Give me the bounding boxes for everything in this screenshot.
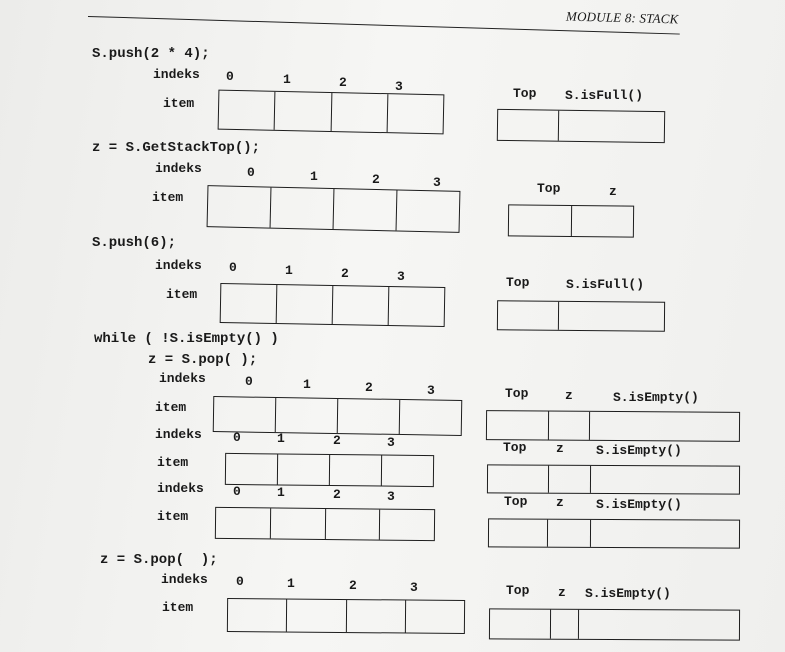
array-cell xyxy=(387,94,443,133)
index-3: 3 xyxy=(397,269,405,284)
module-title: MODULE 8: STACK xyxy=(565,8,679,27)
index-1: 1 xyxy=(287,576,295,591)
indeks-label: indeks xyxy=(157,481,204,496)
isfull-label: S.isFull() xyxy=(565,88,644,103)
index-1: 1 xyxy=(285,263,293,278)
top-cell xyxy=(509,205,572,236)
code-line: z = S.GetStackTop(); xyxy=(92,140,261,156)
z-label: z xyxy=(558,585,566,600)
index-2: 2 xyxy=(349,578,357,593)
top-cell xyxy=(489,519,548,546)
index-2: 2 xyxy=(333,487,341,502)
stack-array xyxy=(207,185,461,233)
index-2: 2 xyxy=(333,433,341,448)
isempty-cell xyxy=(591,520,739,548)
index-3: 3 xyxy=(387,489,395,504)
index-2: 2 xyxy=(341,266,349,281)
item-label: item xyxy=(155,400,187,415)
index-1: 1 xyxy=(303,377,311,392)
index-1: 1 xyxy=(310,169,318,184)
array-cell xyxy=(276,398,339,433)
array-cell xyxy=(228,599,288,632)
z-label: z xyxy=(556,441,564,456)
index-0: 0 xyxy=(226,69,234,84)
array-cell xyxy=(325,509,380,540)
index-0: 0 xyxy=(229,260,237,275)
code-line: while ( !S.isEmpty() ) xyxy=(94,331,279,347)
array-cell xyxy=(277,285,334,324)
top-cell xyxy=(488,465,549,492)
z-label: z xyxy=(609,184,617,199)
isempty-label: S.isEmpty() xyxy=(596,497,682,512)
status-box xyxy=(497,300,665,331)
top-label: Top xyxy=(506,275,530,290)
item-label: item xyxy=(157,455,189,470)
top-label: Top xyxy=(537,181,561,196)
array-cell xyxy=(382,456,433,487)
array-cell xyxy=(219,91,276,130)
stack-array xyxy=(220,283,446,327)
array-cell xyxy=(346,600,406,633)
isempty-cell xyxy=(579,610,739,640)
z-label: z xyxy=(556,495,564,510)
top-label: Top xyxy=(506,583,530,598)
item-label: item xyxy=(162,600,194,615)
index-3: 3 xyxy=(410,580,418,595)
index-3: 3 xyxy=(427,383,435,398)
stack-array xyxy=(215,507,435,541)
item-label: item xyxy=(152,190,184,205)
array-cell xyxy=(221,284,278,323)
index-2: 2 xyxy=(339,75,347,90)
index-1: 1 xyxy=(277,485,285,500)
top-label: Top xyxy=(505,386,529,401)
index-1: 1 xyxy=(277,431,285,446)
array-cell xyxy=(400,400,462,435)
index-2: 2 xyxy=(365,380,373,395)
array-cell xyxy=(275,92,332,131)
array-cell xyxy=(226,454,278,485)
indeks-label: indeks xyxy=(155,161,202,176)
array-cell xyxy=(214,397,277,432)
status-box xyxy=(486,410,740,442)
index-3: 3 xyxy=(433,175,441,190)
index-3: 3 xyxy=(387,435,395,450)
array-cell xyxy=(389,287,445,326)
indeks-label: indeks xyxy=(159,371,206,386)
z-cell xyxy=(548,520,591,547)
array-cell xyxy=(406,601,465,634)
top-label: Top xyxy=(504,494,528,509)
stack-array xyxy=(213,396,463,436)
status-box xyxy=(489,608,740,640)
top-cell xyxy=(498,301,559,330)
array-cell xyxy=(271,188,335,229)
indeks-label: indeks xyxy=(155,427,202,442)
index-1: 1 xyxy=(283,72,291,87)
top-label: Top xyxy=(513,86,537,101)
z-label: z xyxy=(565,388,573,403)
indeks-label: indeks xyxy=(153,67,200,82)
code-line: S.push(2 * 4); xyxy=(92,46,210,62)
top-cell xyxy=(487,411,549,439)
stack-array xyxy=(218,90,445,135)
array-cell xyxy=(334,189,398,230)
code-line: z = S.pop( ); xyxy=(148,352,258,368)
item-label: item xyxy=(166,287,198,302)
index-0: 0 xyxy=(233,484,241,499)
code-line: z = S.pop( ); xyxy=(100,552,218,568)
top-label: Top xyxy=(503,440,527,455)
array-cell xyxy=(330,455,382,486)
isempty-cell xyxy=(590,412,739,441)
top-cell xyxy=(498,110,559,141)
array-cell xyxy=(278,454,330,485)
array-cell xyxy=(397,190,460,231)
indeks-label: indeks xyxy=(161,572,208,587)
array-cell xyxy=(338,399,401,434)
isempty-label: S.isEmpty() xyxy=(596,443,682,458)
isempty-cell xyxy=(591,466,739,494)
z-cell xyxy=(551,610,579,639)
isfull-label: S.isFull() xyxy=(566,277,645,292)
code-line: S.push(6); xyxy=(92,235,177,251)
status-box xyxy=(508,204,634,237)
item-label: item xyxy=(157,509,189,524)
array-cell xyxy=(271,508,326,539)
status-box xyxy=(487,464,740,494)
index-0: 0 xyxy=(245,374,253,389)
stack-array xyxy=(225,453,434,487)
array-cell xyxy=(333,286,390,325)
value-cell xyxy=(559,302,664,331)
index-3: 3 xyxy=(395,79,403,94)
status-box xyxy=(488,518,740,548)
indeks-label: indeks xyxy=(155,258,202,273)
top-cell xyxy=(490,609,551,638)
array-cell xyxy=(287,599,347,632)
item-label: item xyxy=(163,96,195,111)
z-cell xyxy=(549,412,590,440)
array-cell xyxy=(216,508,271,539)
z-cell xyxy=(549,466,591,493)
isempty-label: S.isEmpty() xyxy=(613,390,699,405)
value-cell xyxy=(559,111,664,142)
array-cell xyxy=(380,510,434,541)
index-0: 0 xyxy=(233,430,241,445)
isempty-label: S.isEmpty() xyxy=(585,586,671,601)
index-0: 0 xyxy=(236,574,244,589)
z-cell xyxy=(572,206,633,237)
array-cell xyxy=(208,186,272,227)
stack-array xyxy=(227,598,465,634)
status-box xyxy=(497,109,665,143)
index-0: 0 xyxy=(247,165,255,180)
index-2: 2 xyxy=(372,172,380,187)
array-cell xyxy=(331,93,388,132)
